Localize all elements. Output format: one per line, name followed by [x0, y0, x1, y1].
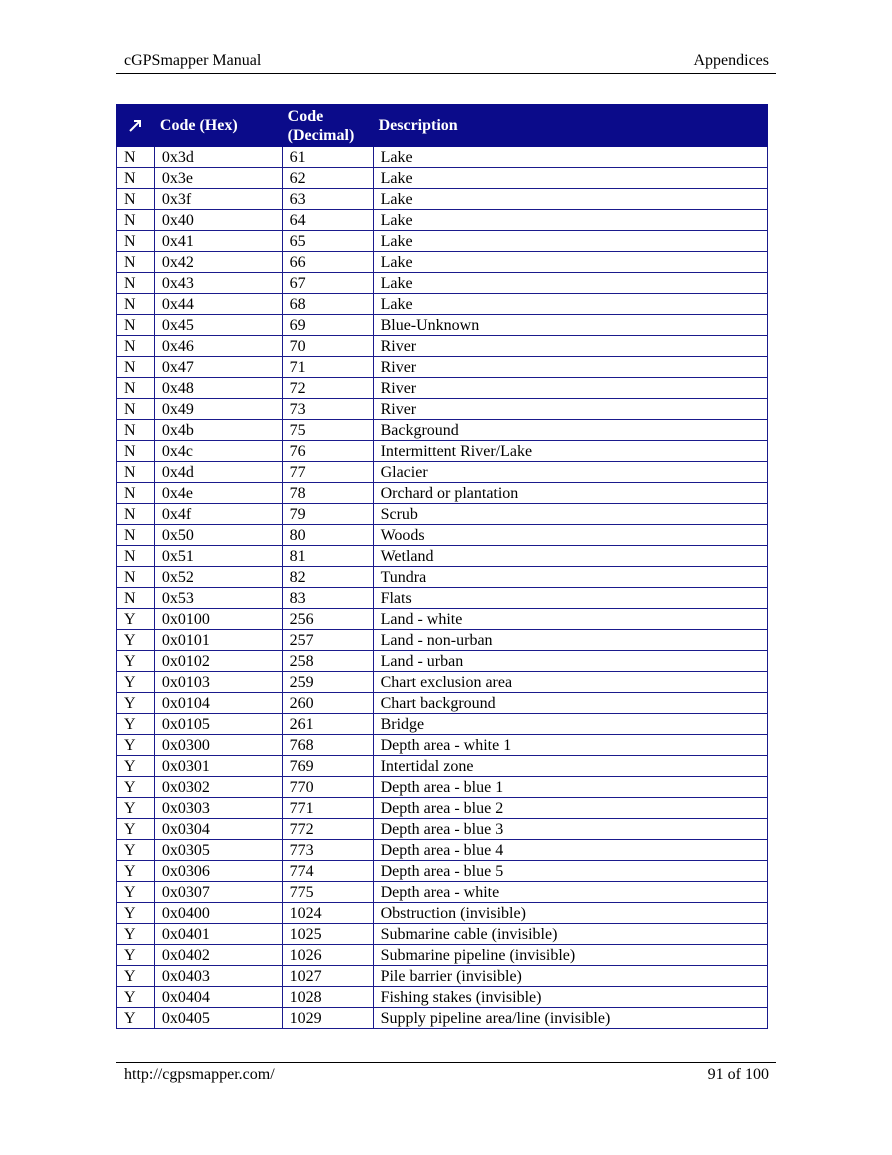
cell-code-hex: 0x3f — [154, 189, 282, 210]
cell-description: Chart exclusion area — [373, 672, 767, 693]
cell-flag: N — [117, 336, 155, 357]
cell-flag: Y — [117, 945, 155, 966]
cell-description: Land - non-urban — [373, 630, 767, 651]
table-row — [117, 168, 768, 189]
cell-code-decimal: 65 — [282, 231, 373, 252]
cell-flag: N — [117, 441, 155, 462]
cell-flag: N — [117, 504, 155, 525]
header-title: cGPSmapper Manual — [124, 52, 262, 69]
footer-url: http://cgpsmapper.com/ — [124, 1066, 275, 1083]
cell-flag: N — [117, 294, 155, 315]
cell-flag: Y — [117, 861, 155, 882]
cell-flag: Y — [117, 903, 155, 924]
cell-code-hex: 0x46 — [154, 336, 282, 357]
cell-code-hex: 0x0301 — [154, 756, 282, 777]
cell-code-decimal: 769 — [282, 756, 373, 777]
cell-code-decimal: 261 — [282, 714, 373, 735]
table-row — [117, 252, 768, 273]
cell-description: Orchard or plantation — [373, 483, 767, 504]
table-row — [117, 189, 768, 210]
cell-code-decimal: 63 — [282, 189, 373, 210]
cell-description: Fishing stakes (invisible) — [373, 987, 767, 1008]
cell-flag: N — [117, 420, 155, 441]
cell-flag: Y — [117, 840, 155, 861]
cell-flag: N — [117, 168, 155, 189]
table-row — [117, 546, 768, 567]
page-footer — [116, 1062, 776, 1083]
cell-code-hex: 0x4b — [154, 420, 282, 441]
cell-description: Scrub — [373, 504, 767, 525]
cell-code-hex: 0x48 — [154, 378, 282, 399]
cell-flag: Y — [117, 714, 155, 735]
cell-code-hex: 0x4f — [154, 504, 282, 525]
table-row — [117, 378, 768, 399]
table-row — [117, 882, 768, 903]
cell-code-decimal: 256 — [282, 609, 373, 630]
table-row — [117, 231, 768, 252]
table-row — [117, 567, 768, 588]
cell-code-decimal: 79 — [282, 504, 373, 525]
cell-code-hex: 0x4c — [154, 441, 282, 462]
table-row — [117, 294, 768, 315]
cell-code-decimal: 768 — [282, 735, 373, 756]
table-row — [117, 462, 768, 483]
cell-flag: N — [117, 588, 155, 609]
cell-code-hex: 0x0300 — [154, 735, 282, 756]
page-number: 91 of 100 — [707, 1066, 769, 1083]
cell-code-hex: 0x0403 — [154, 966, 282, 987]
cell-code-hex: 0x41 — [154, 231, 282, 252]
cell-code-decimal: 1026 — [282, 945, 373, 966]
cell-code-hex: 0x0302 — [154, 777, 282, 798]
cell-code-hex: 0x0307 — [154, 882, 282, 903]
column-header-hex: Code (Hex) — [154, 105, 282, 147]
cell-code-decimal: 83 — [282, 588, 373, 609]
cell-code-decimal: 773 — [282, 840, 373, 861]
cell-flag: Y — [117, 672, 155, 693]
cell-description: Pile barrier (invisible) — [373, 966, 767, 987]
cell-description: Depth area - white — [373, 882, 767, 903]
cell-code-hex: 0x40 — [154, 210, 282, 231]
cell-code-hex: 0x4e — [154, 483, 282, 504]
cell-code-decimal: 259 — [282, 672, 373, 693]
table-row — [117, 945, 768, 966]
page-header — [116, 52, 776, 74]
cell-flag: N — [117, 147, 155, 168]
cell-flag: N — [117, 210, 155, 231]
cell-description: Land - urban — [373, 651, 767, 672]
cell-code-decimal: 771 — [282, 798, 373, 819]
cell-code-hex: 0x0104 — [154, 693, 282, 714]
cell-code-hex: 0x0305 — [154, 840, 282, 861]
cell-code-decimal: 260 — [282, 693, 373, 714]
table-row — [117, 714, 768, 735]
cell-flag: Y — [117, 651, 155, 672]
cell-code-decimal: 775 — [282, 882, 373, 903]
cell-description: Bridge — [373, 714, 767, 735]
table-row — [117, 840, 768, 861]
table-row — [117, 1008, 768, 1029]
cell-code-decimal: 78 — [282, 483, 373, 504]
table-row — [117, 420, 768, 441]
cell-description: Chart background — [373, 693, 767, 714]
cell-code-decimal: 772 — [282, 819, 373, 840]
cell-description: River — [373, 336, 767, 357]
cell-description: Lake — [373, 252, 767, 273]
cell-flag: N — [117, 462, 155, 483]
table-row — [117, 609, 768, 630]
cell-code-hex: 0x0101 — [154, 630, 282, 651]
cell-flag: N — [117, 483, 155, 504]
polygon-type-table — [116, 104, 768, 1029]
cell-flag: Y — [117, 609, 155, 630]
cell-description: Lake — [373, 210, 767, 231]
cell-code-hex: 0x44 — [154, 294, 282, 315]
cell-code-hex: 0x53 — [154, 588, 282, 609]
cell-description: Flats — [373, 588, 767, 609]
cell-code-hex: 0x0105 — [154, 714, 282, 735]
column-header-decimal: Code (Decimal) — [282, 105, 373, 147]
cell-code-decimal: 1025 — [282, 924, 373, 945]
table-row — [117, 903, 768, 924]
table-row — [117, 336, 768, 357]
column-header-icon — [117, 105, 155, 147]
cell-flag: N — [117, 399, 155, 420]
table-row — [117, 735, 768, 756]
cell-code-hex: 0x0402 — [154, 945, 282, 966]
cell-description: Depth area - blue 5 — [373, 861, 767, 882]
table-row — [117, 441, 768, 462]
cell-code-decimal: 66 — [282, 252, 373, 273]
cell-code-decimal: 1024 — [282, 903, 373, 924]
cell-code-hex: 0x50 — [154, 525, 282, 546]
cell-code-decimal: 75 — [282, 420, 373, 441]
cell-flag: Y — [117, 693, 155, 714]
cell-code-decimal: 1029 — [282, 1008, 373, 1029]
cell-description: Woods — [373, 525, 767, 546]
cell-code-decimal: 770 — [282, 777, 373, 798]
table-row — [117, 630, 768, 651]
cell-flag: Y — [117, 630, 155, 651]
table-row — [117, 399, 768, 420]
cell-description: Intermittent River/Lake — [373, 441, 767, 462]
cell-code-hex: 0x45 — [154, 315, 282, 336]
cell-description: Lake — [373, 189, 767, 210]
table-row — [117, 987, 768, 1008]
cell-description: River — [373, 357, 767, 378]
cell-flag: Y — [117, 966, 155, 987]
cell-flag: Y — [117, 924, 155, 945]
cell-description: River — [373, 399, 767, 420]
table-row — [117, 798, 768, 819]
table-header-row — [117, 105, 768, 147]
cell-description: Depth area - blue 1 — [373, 777, 767, 798]
table-row — [117, 504, 768, 525]
cell-description: Submarine cable (invisible) — [373, 924, 767, 945]
cell-description: Depth area - blue 4 — [373, 840, 767, 861]
cell-flag: N — [117, 546, 155, 567]
table-row — [117, 819, 768, 840]
table-row — [117, 861, 768, 882]
cell-description: Lake — [373, 231, 767, 252]
cell-description: Depth area - blue 3 — [373, 819, 767, 840]
cell-flag: N — [117, 231, 155, 252]
cell-code-decimal: 72 — [282, 378, 373, 399]
cell-code-hex: 0x0306 — [154, 861, 282, 882]
cell-code-decimal: 1028 — [282, 987, 373, 1008]
table-row — [117, 483, 768, 504]
cell-code-hex: 0x0404 — [154, 987, 282, 1008]
cell-code-hex: 0x47 — [154, 357, 282, 378]
cell-code-decimal: 82 — [282, 567, 373, 588]
cell-code-decimal: 258 — [282, 651, 373, 672]
cell-flag: Y — [117, 735, 155, 756]
cell-description: Blue-Unknown — [373, 315, 767, 336]
cell-code-decimal: 69 — [282, 315, 373, 336]
cell-flag: N — [117, 567, 155, 588]
cell-description: River — [373, 378, 767, 399]
cell-description: Lake — [373, 168, 767, 189]
cell-code-hex: 0x0401 — [154, 924, 282, 945]
cell-code-decimal: 77 — [282, 462, 373, 483]
cell-description: Tundra — [373, 567, 767, 588]
cell-code-decimal: 1027 — [282, 966, 373, 987]
cell-code-hex: 0x49 — [154, 399, 282, 420]
cell-code-decimal: 774 — [282, 861, 373, 882]
table-row — [117, 357, 768, 378]
cell-code-decimal: 76 — [282, 441, 373, 462]
cell-description: Depth area - blue 2 — [373, 798, 767, 819]
cell-code-hex: 0x43 — [154, 273, 282, 294]
column-header-description: Description — [373, 105, 767, 147]
cell-code-decimal: 257 — [282, 630, 373, 651]
cell-code-hex: 0x3e — [154, 168, 282, 189]
cell-description: Lake — [373, 273, 767, 294]
cell-code-decimal: 80 — [282, 525, 373, 546]
cell-flag: N — [117, 357, 155, 378]
cell-code-decimal: 67 — [282, 273, 373, 294]
cell-description: Lake — [373, 294, 767, 315]
cell-code-hex: 0x0303 — [154, 798, 282, 819]
cell-code-hex: 0x4d — [154, 462, 282, 483]
cell-description: Wetland — [373, 546, 767, 567]
cell-code-hex: 0x0405 — [154, 1008, 282, 1029]
cell-code-decimal: 81 — [282, 546, 373, 567]
cell-code-hex: 0x51 — [154, 546, 282, 567]
table-row — [117, 525, 768, 546]
table-row — [117, 777, 768, 798]
cell-code-hex: 0x52 — [154, 567, 282, 588]
cell-code-decimal: 70 — [282, 336, 373, 357]
table-row — [117, 315, 768, 336]
table-row — [117, 672, 768, 693]
table-row — [117, 588, 768, 609]
cell-flag: Y — [117, 987, 155, 1008]
arrow-northeast-icon — [127, 118, 143, 134]
cell-description: Glacier — [373, 462, 767, 483]
cell-description: Background — [373, 420, 767, 441]
table-row — [117, 756, 768, 777]
cell-description: Land - white — [373, 609, 767, 630]
cell-code-decimal: 61 — [282, 147, 373, 168]
cell-code-decimal: 71 — [282, 357, 373, 378]
cell-description: Lake — [373, 147, 767, 168]
cell-code-decimal: 62 — [282, 168, 373, 189]
table-row — [117, 273, 768, 294]
cell-flag: N — [117, 378, 155, 399]
cell-flag: N — [117, 525, 155, 546]
cell-flag: Y — [117, 1008, 155, 1029]
header-section: Appendices — [693, 52, 769, 69]
cell-code-decimal: 68 — [282, 294, 373, 315]
table-row — [117, 210, 768, 231]
cell-code-hex: 0x0102 — [154, 651, 282, 672]
cell-flag: N — [117, 189, 155, 210]
cell-code-hex: 0x0103 — [154, 672, 282, 693]
cell-code-hex: 0x3d — [154, 147, 282, 168]
cell-code-hex: 0x0100 — [154, 609, 282, 630]
cell-code-decimal: 64 — [282, 210, 373, 231]
cell-code-hex: 0x42 — [154, 252, 282, 273]
cell-flag: Y — [117, 756, 155, 777]
table-row — [117, 924, 768, 945]
cell-flag: N — [117, 273, 155, 294]
table-row — [117, 966, 768, 987]
cell-flag: Y — [117, 882, 155, 903]
cell-flag: Y — [117, 777, 155, 798]
cell-flag: N — [117, 315, 155, 336]
cell-flag: Y — [117, 819, 155, 840]
cell-code-hex: 0x0400 — [154, 903, 282, 924]
table-row — [117, 693, 768, 714]
cell-description: Supply pipeline area/line (invisible) — [373, 1008, 767, 1029]
cell-description: Submarine pipeline (invisible) — [373, 945, 767, 966]
cell-description: Depth area - white 1 — [373, 735, 767, 756]
cell-code-hex: 0x0304 — [154, 819, 282, 840]
cell-description: Obstruction (invisible) — [373, 903, 767, 924]
cell-description: Intertidal zone — [373, 756, 767, 777]
table-row — [117, 651, 768, 672]
table-row — [117, 147, 768, 168]
cell-flag: Y — [117, 798, 155, 819]
cell-flag: N — [117, 252, 155, 273]
cell-code-decimal: 73 — [282, 399, 373, 420]
